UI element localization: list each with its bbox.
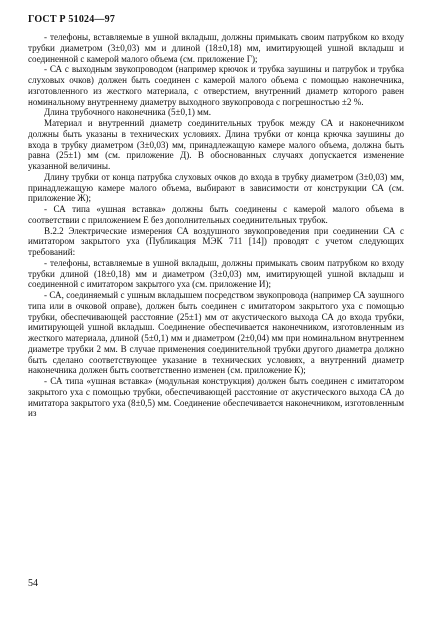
- paragraph: - СА с выходным звукопроводом (например крючок и трубка заушины и патрубок и трубка слуховых очков) должен быть соединен с камерой малого объема с помощью наконечника, изготовленного из жесткого материала, с отверстием, внутренний диаметр которого равен номинальному внутреннему диаметру выходного звукопровода с погрешностью ±2 %.: [28, 64, 404, 107]
- paragraph: - СА типа «ушная вставка» (модульная конструкция) должен быть соединен с имитатором закрытого уха с помощью трубки, обеспечивающей расстояние от акустического выхода СА до имитатора закрытого уха (8±0,5) мм. Соединение обеспечивается наконечником, изготовленным из: [28, 376, 404, 419]
- paragraph: - СА, соединяемый с ушным вкладышем посредством звукопровода (например СА заушного типа или в очковой оправе), должен быть соединен с имитатором закрытого уха с помощью трубки, обеспечивающей расстояние (25±1) мм от акустического выхода СА до входа трубки, имитирующей ушной вкладыш. Соединение обеспечивается наконечником, изготовленным из жесткого материала, длиной (5±0,1) мм и диаметром (2±0,04) мм при номинальном внутреннем диаметре трубки 2 мм. В случае применения соединительной трубки другого диаметра должно быть сделано соответствующее указание в технических условиях, а внутренний диаметр наконечника должен быть соответственно изменен (см. приложение К);: [28, 290, 404, 376]
- paragraph: - СА типа «ушная вставка» должны быть соединены с камерой малого объема в соответствии с приложением Е без дополнительных соединительных трубок.: [28, 204, 404, 225]
- page-header: ГОСТ Р 51024—97: [28, 14, 116, 25]
- body-text: [28, 32, 404, 419]
- paragraph: - телефоны, вставляемые в ушной вкладыш, должны примыкать своим патрубком ко входу трубки длиной (18±0,18) мм и диаметром (3±0,03) мм, имитирующей ушной вкладыш и соединенной с имитатором закрытого уха (см. приложение И);: [28, 257, 404, 290]
- paragraph: Материал и внутренний диаметр соединительных трубок между СА и наконечником должны быть указаны в технических условиях. Длина трубки от конца крючка заушины до входа в трубку диаметром (3±0,03) мм, принадлежащую камере малого объема, должна быть равна (25±1) мм (см. приложение Д). В обоснованных случаях допускается изменение указанной величины.: [28, 118, 404, 171]
- paragraph: В.2.2 Электрические измерения СА воздушного звукопроведения при соединении СА с имитатором закрытого уха (Публикация МЭК 711 [14]) проводят с учетом следующих требований:: [28, 225, 404, 257]
- page-number: 54: [28, 578, 38, 589]
- paragraph: Длину трубки от конца патрубка слуховых очков до входа в трубку диаметром (3±0,03) мм, принадлежащую камере малого объема, выбирают в зависимости от конструкции СА (см. приложение Ж);: [28, 171, 404, 204]
- paragraph: Длина трубочного наконечника (5±0,1) мм.: [44, 107, 211, 118]
- paragraph: - телефоны, вставляемые в ушной вкладыш, должны примыкать своим патрубком ко входу трубки диаметром (3±0,03) мм и длиной (18±0,18) мм, имитирующей ушной вкладыш и соединенной с камерой малого объема (см. приложение Г);: [28, 32, 404, 64]
